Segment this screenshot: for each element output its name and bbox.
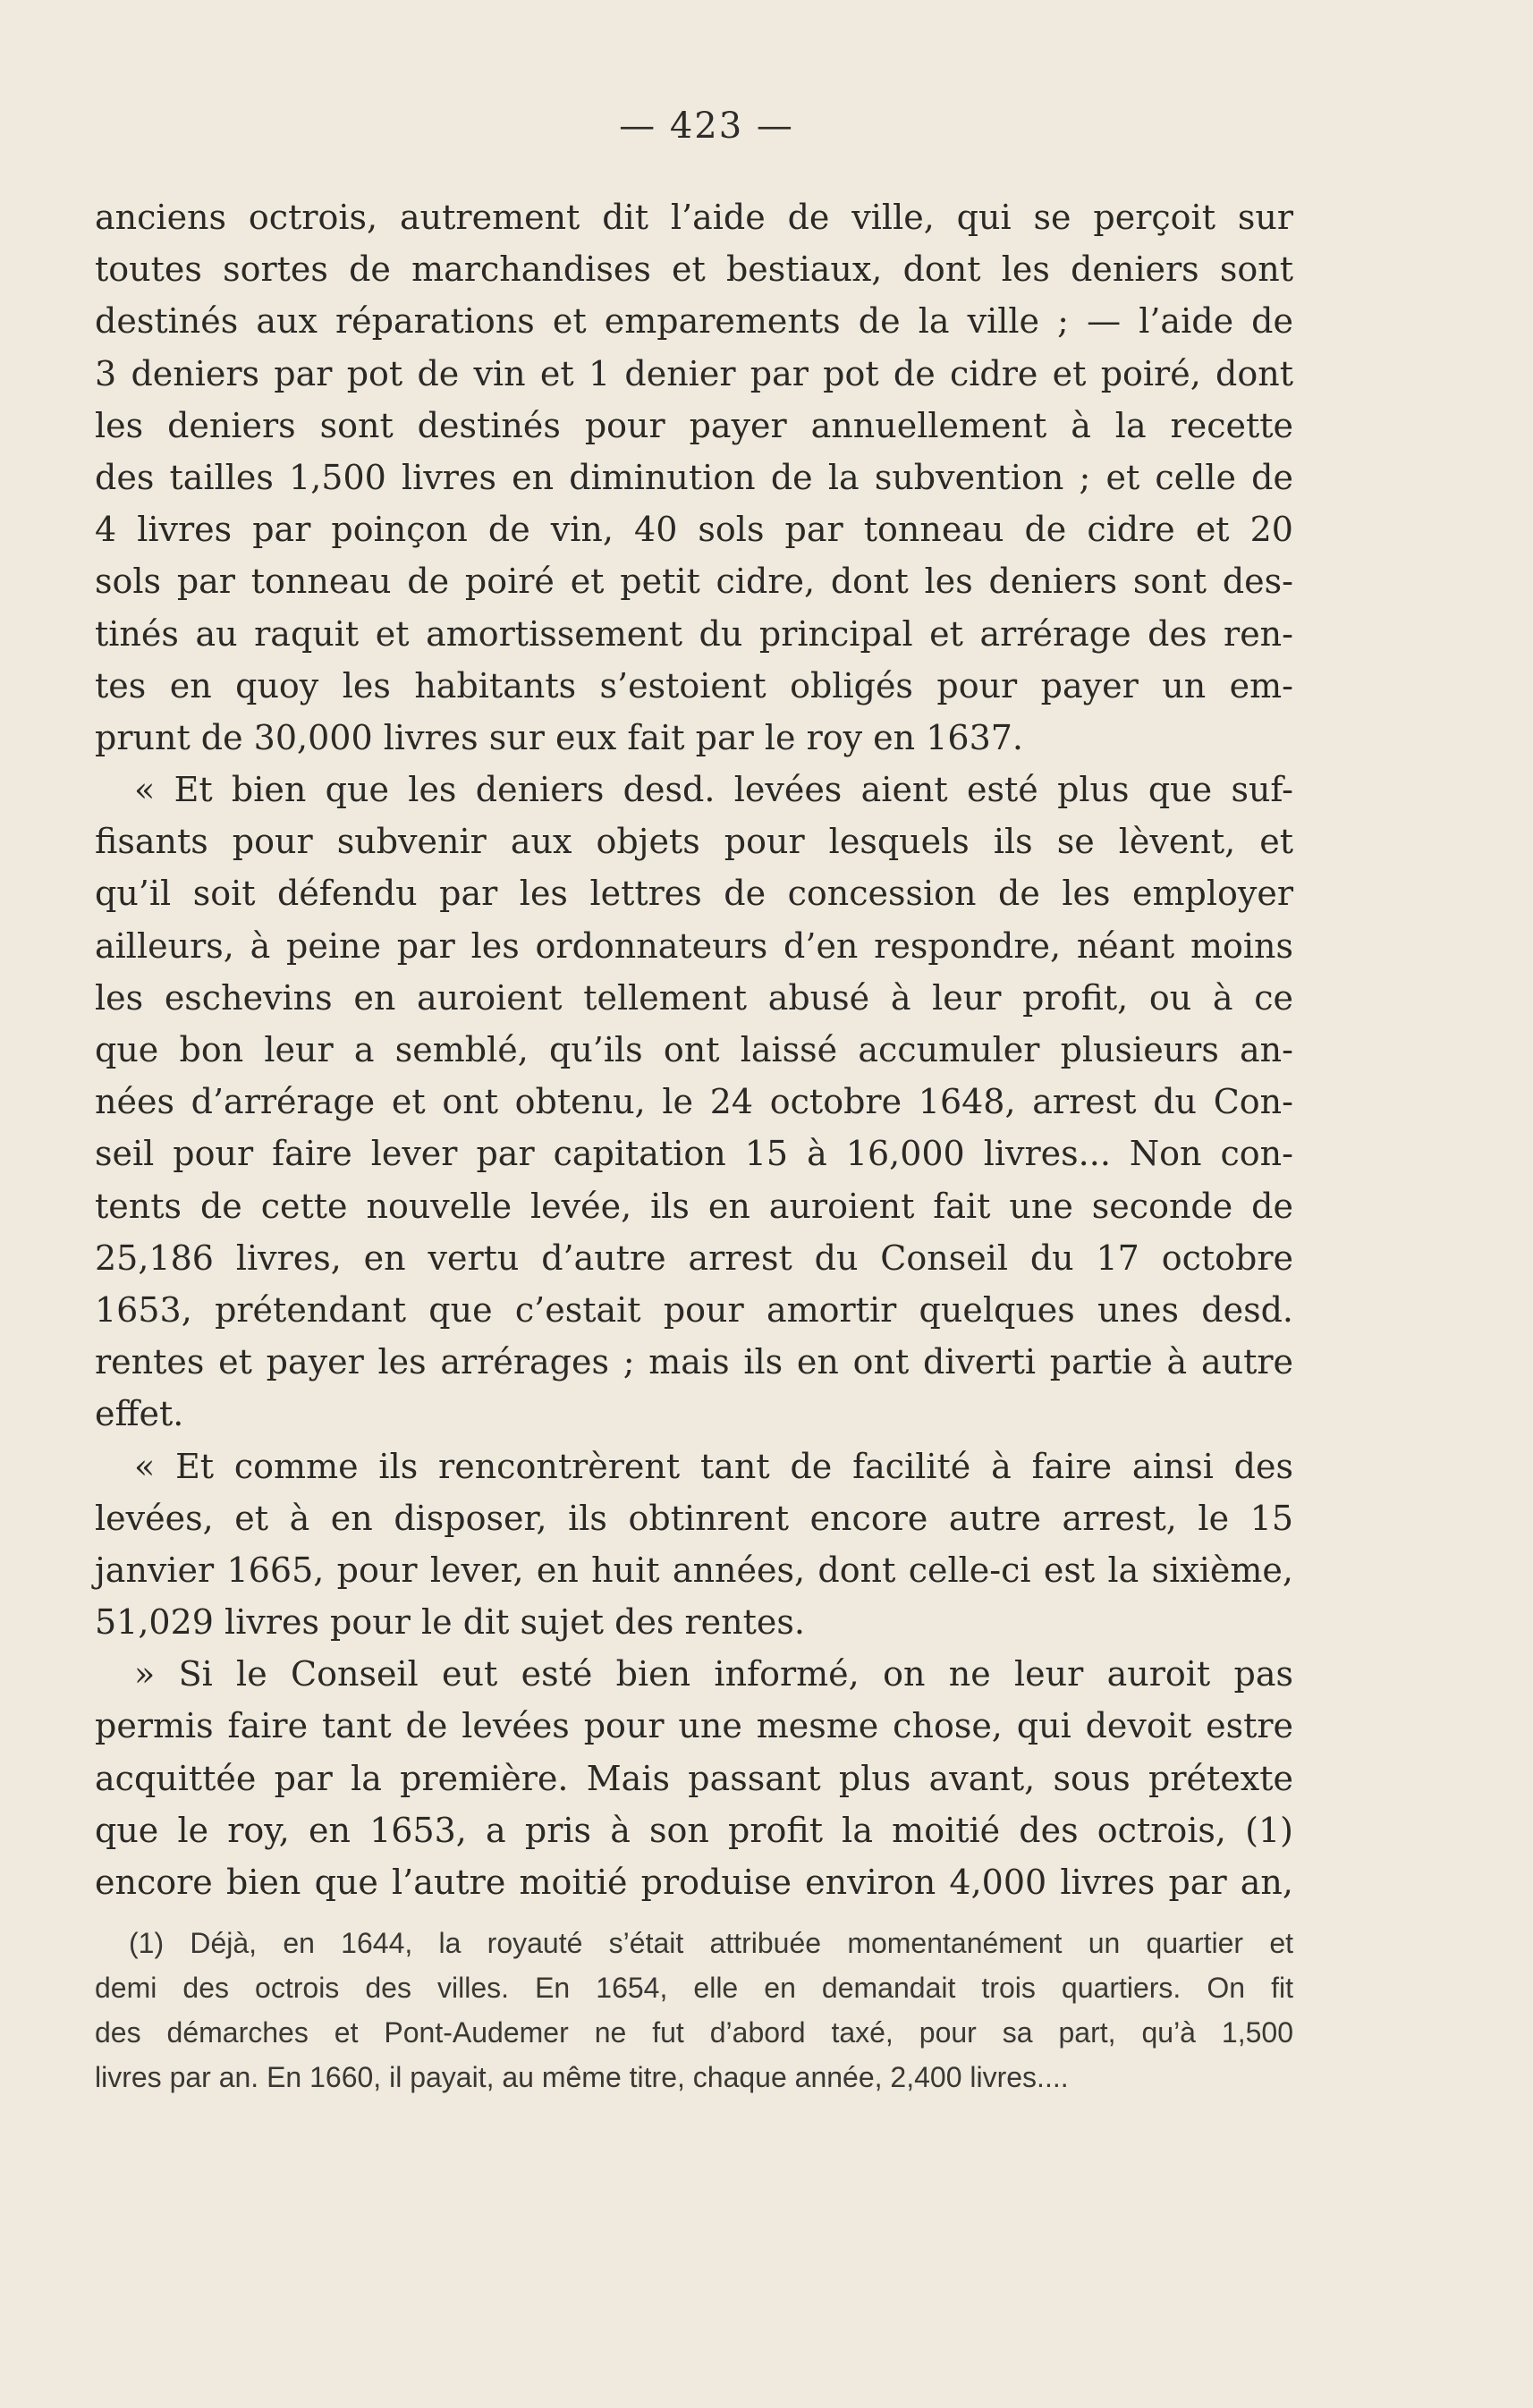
text-line: » Si le Conseil eut esté bien informé, on ne leur auroit pas xyxy=(134,1654,1293,1694)
text-line: « Et bien que les deniers desd. levées aient esté plus que suf- xyxy=(134,770,1293,810)
text-line: les deniers sont destinés pour payer annuellement à la recette xyxy=(95,405,1293,445)
text-line: acquittée par la première. Mais passant plus avant, sous prétexte xyxy=(95,1758,1293,1798)
text-line: que bon leur a semblé, qu’ils ont laissé accumuler plusieurs an- xyxy=(95,1030,1293,1069)
text-line: levées, et à en disposer, ils obtinrent encore autre arrest, le 15 xyxy=(95,1498,1293,1538)
text-line: effet. xyxy=(95,1394,184,1434)
text-line: 25,186 livres, en vertu d’autre arrest du Conseil du 17 octobre xyxy=(95,1238,1293,1278)
text-line: 51,029 livres pour le dit sujet des rentes. xyxy=(95,1602,805,1643)
text-line: janvier 1665, pour lever, en huit années, dont celle-ci est la sixième, xyxy=(95,1550,1293,1590)
footnotes xyxy=(95,1921,1293,2100)
text-line: 1653, prétendant que c’estait pour amortir quelques unes desd. xyxy=(95,1289,1293,1330)
text-line: permis faire tant de levées pour une mesme chose, qui devoit estre xyxy=(95,1706,1293,1746)
text-line: des tailles 1,500 livres en diminution de la subvention ; et celle de xyxy=(95,457,1293,497)
footnote-line: demi des octrois des villes. En 1654, elle en demandait trois quartiers. On fit xyxy=(95,1972,1293,2004)
text-line: sols par tonneau de poiré et petit cidre, dont les deniers sont des- xyxy=(95,562,1293,602)
text-line: toutes sortes de marchandises et bestiaux, dont les deniers sont xyxy=(95,249,1293,290)
text-line: ailleurs, à peine par les ordonnateurs d’en respondre, néant moins xyxy=(95,925,1293,966)
footnote-line: des démarches et Pont-Audemer ne fut d’abord taxé, pour sa part, qu’à 1,500 xyxy=(95,2016,1293,2049)
text-line: tinés au raquit et amortissement du principal et arrérage des ren- xyxy=(95,613,1293,654)
text-line: tents de cette nouvelle levée, ils en auroient fait une seconde de xyxy=(95,1186,1293,1226)
text-line: qu’il soit défendu par les lettres de concession de les employer xyxy=(95,874,1293,914)
text-line: prunt de 30,000 livres sur eux fait par le roy en 1637. xyxy=(95,717,1024,757)
text-line: destinés aux réparations et emparements de la ville ; — l’aide de xyxy=(95,301,1293,342)
text-line: tes en quoy les habitants s’estoient obligés pour payer un em- xyxy=(95,665,1293,706)
text-line: fisants pour subvenir aux objets pour lesquels ils se lèvent, et xyxy=(95,822,1293,862)
text-line: anciens octrois, autrement dit l’aide de ville, qui se perçoit sur xyxy=(95,198,1293,237)
body-text xyxy=(95,191,1293,1908)
text-line: 4 livres par poinçon de vin, 40 sols par tonneau de cidre et 20 xyxy=(95,510,1293,550)
text-line: encore bien que l’autre moitié produise environ 4,000 livres par an, xyxy=(95,1863,1293,1902)
footnote-line: livres par an. En 1660, il payait, au même titre, chaque année, 2,400 livres.... xyxy=(95,2061,1069,2093)
footnote-line: (1) Déjà, en 1644, la royauté s’était attribuée momentanément un quartier et xyxy=(129,1927,1293,1959)
text-line: que le roy, en 1653, a pris à son profit la moitié des octrois, (1) xyxy=(95,1810,1293,1850)
text-line: « Et comme ils rencontrèrent tant de facilité à faire ainsi des xyxy=(134,1446,1293,1486)
text-line: nées d’arrérage et ont obtenu, le 24 octobre 1648, arrest du Con- xyxy=(95,1082,1293,1122)
page-number: — 423 — xyxy=(619,106,794,147)
text-line: rentes et payer les arrérages ; mais ils en ont diverti partie à autre xyxy=(95,1342,1293,1382)
text-line: seil pour faire lever par capitation 15 à 16,000 livres... Non con- xyxy=(95,1134,1293,1174)
text-line: les eschevins en auroient tellement abusé à leur profit, ou à ce xyxy=(95,977,1293,1018)
text-line: 3 deniers par pot de vin et 1 denier par pot de cidre et poiré, dont xyxy=(95,353,1293,393)
